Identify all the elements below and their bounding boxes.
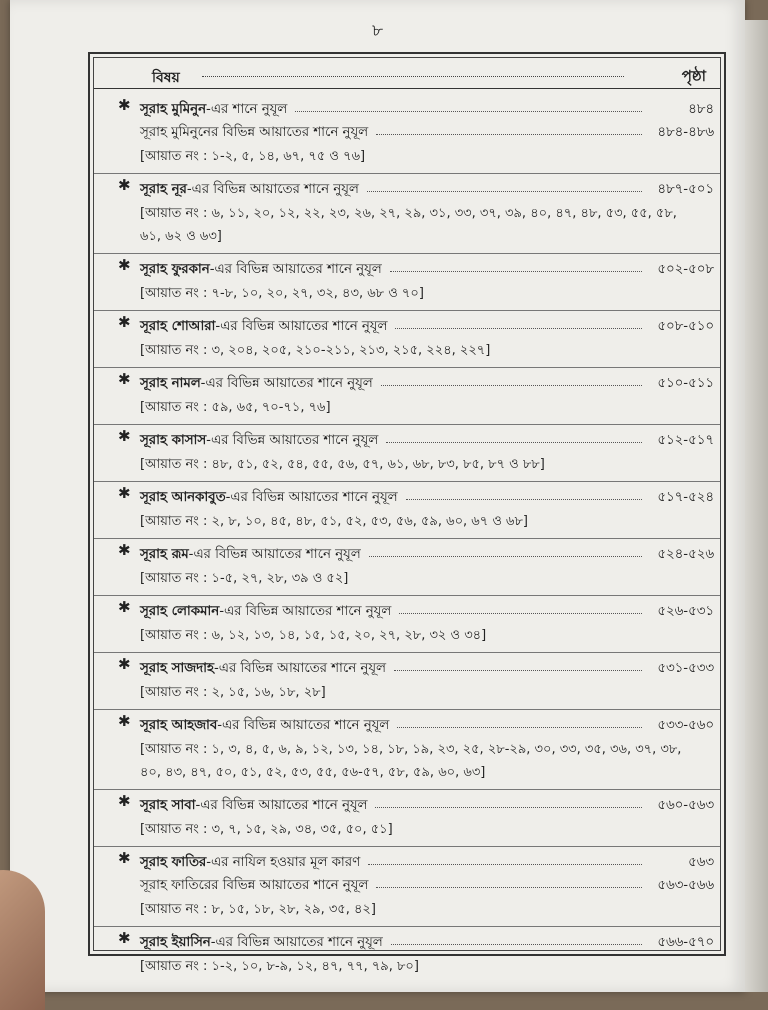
contents-entry [94, 174, 720, 254]
leader-dots [386, 442, 642, 443]
surah-name: সূরাহ আহজাব [140, 718, 218, 733]
entry-line [94, 370, 720, 393]
surah-name: সূরাহ নামল [140, 376, 201, 391]
entry-title-rest: সূরাহ ফাতিরের বিভিন্ন আয়াতের শানে নুযূল [140, 878, 369, 893]
ayah-numbers: [আয়াত নং : ৬, ১১, ২০, ১২, ২২, ২৩, ২৬, ২৭, ২৯, ৩১, ৩৩, ৩৭, ৩৯, ৪০, ৪৭, ৪৮, ৫৩, ৫৫, ৫৮, ৬১, ৬২ ও ৬৩] [140, 206, 677, 244]
asterisk-icon: ✱ [118, 370, 131, 388]
asterisk-icon: ✱ [118, 929, 131, 947]
entry-title-rest: -এর বিভিন্ন আয়াতের শানে নুযূল [219, 604, 392, 619]
entry-title [140, 316, 387, 338]
ayah-numbers: [আয়াত নং : ৩, ৭, ১৫, ২৯, ৩৪, ৩৫, ৫০, ৫১] [140, 822, 393, 837]
ayah-numbers: [আয়াত নং : ৬, ১২, ১৩, ১৪, ১৫, ১৫, ২০, ২৭, ২৮, ৩২ ও ৩৪] [140, 628, 487, 643]
book-page [10, 0, 745, 992]
entry-title-rest: -এর বিভিন্ন আয়াতের শানে নুযূল [200, 376, 373, 391]
entry-title [140, 487, 398, 509]
leader-dots [367, 191, 642, 192]
ayah-numbers: [আয়াত নং : ১-২, ৫, ১৪, ৬৭, ৭৫ ও ৭৬] [140, 149, 366, 164]
entry-line [94, 256, 720, 279]
asterisk-icon: ✱ [118, 598, 131, 616]
entry-title [140, 544, 361, 566]
contents-entry [94, 847, 720, 927]
surah-name: সূরাহ মুমিনুন [140, 102, 207, 117]
entry-title-rest: -এর বিভিন্ন আয়াতের শানে নুযূল [210, 935, 383, 950]
page-range: ৫৬৬-৫৭০ [657, 935, 714, 950]
entry-line [94, 427, 720, 450]
surah-name: সূরাহ আনকাবুত [140, 490, 226, 505]
surah-name: সূরাহ ফাতির [140, 855, 207, 870]
contents-entry [94, 710, 720, 790]
entry-title [140, 99, 287, 121]
ayah-numbers: [আয়াত নং : ৮, ১৫, ১৮, ২৮, ২৯, ৩৫, ৪২] [140, 902, 376, 917]
entry-title-rest: -এর শানে নুযূল [206, 102, 288, 117]
contents-entry [94, 653, 720, 710]
entry-title-rest: -এর বিভিন্ন আয়াতের শানে নুযূল [217, 718, 390, 733]
leader-dots [390, 271, 642, 272]
entry-title-rest: সূরাহ মুমিনুনের বিভিন্ন আয়াতের শানে নুযূল [140, 125, 369, 140]
ayah-numbers: [আয়াত নং : ১, ৩, ৪, ৫, ৬, ৯, ১২, ১৩, ১৪, ১৮, ১৯, ২৩, ২৫, ২৮-২৯, ৩০, ৩৩, ৩৫, ৩৬, ৩৭, ৩৮, ৪০, ৪৩, ৪৭, ৫০, ৫১, ৫২, ৫৩, ৫৫, ৫৬-৫৭, ৫৮, ৫৯, ৬০, ৬৩] [140, 742, 682, 780]
page-range: ৫৩১-৫৩৩ [657, 661, 714, 676]
contents-entry [94, 94, 720, 174]
page-range: ৫০২-৫০৮ [657, 262, 714, 277]
entry-title [140, 259, 382, 281]
entry-line [94, 655, 720, 678]
asterisk-icon: ✱ [118, 849, 131, 867]
entry-title [140, 601, 391, 623]
entry-title [140, 373, 373, 395]
entry-line [94, 96, 720, 119]
surah-name: সূরাহ শোআরা [140, 319, 216, 334]
entry-title-rest: -এর বিভিন্ন আয়াতের শানে নুযূল [225, 490, 398, 505]
entry-title-rest: -এর নাযিল হওয়ার মূল কারণ [206, 855, 361, 870]
page-range: ৪৮৪ [688, 102, 714, 117]
leader-dots [394, 670, 642, 671]
page-range: ৫২৪-৫২৬ [657, 547, 714, 562]
leader-dots [368, 864, 642, 865]
contents-frame [88, 52, 726, 974]
next-page-edge [745, 20, 768, 992]
subject-column-label: বিষয় [152, 70, 180, 86]
asterisk-icon: ✱ [118, 256, 131, 274]
entry-line [94, 792, 720, 815]
page-range: ৫৩৩-৫৬০ [657, 718, 714, 733]
contents-entry [94, 311, 720, 368]
asterisk-icon: ✱ [118, 427, 131, 445]
entry-title [140, 122, 368, 144]
page-column-label: পৃষ্ঠা [681, 67, 706, 85]
surah-name: সূরাহ ইয়াসিন [140, 935, 211, 950]
page-range: ৪৮৪-৪৮৬ [657, 125, 714, 140]
asterisk-icon: ✱ [118, 712, 131, 730]
entry-title [140, 852, 360, 874]
ayah-numbers: [আয়াত নং : ৭-৮, ১০, ২০, ২৭, ৩২, ৪৩, ৬৮ ও ৭০] [140, 286, 424, 301]
entry-line [94, 712, 720, 735]
entry-title-rest: -এর বিভিন্ন আয়াতের শানে নুযূল [188, 547, 361, 562]
surah-name: সূরাহ সাজদাহ [140, 661, 214, 676]
leader-dots [381, 385, 642, 386]
contents-list [94, 94, 720, 983]
page-range: ৫১০-৫১১ [657, 376, 714, 391]
page-range: ৫৬৩-৫৬৬ [657, 878, 714, 893]
asterisk-icon: ✱ [118, 176, 131, 194]
ayah-numbers: [আয়াত নং : ৩, ২০৪, ২০৫, ২১০-২১১, ২১৩, ২১৫, ২২৪, ২২৭] [140, 343, 491, 358]
contents-entry [94, 368, 720, 425]
page-number: ৮ [371, 21, 384, 41]
contents-entry [94, 539, 720, 596]
entry-title-rest: -এর বিভিন্ন আয়াতের শানে নুযূল [206, 433, 379, 448]
asterisk-icon: ✱ [118, 792, 131, 810]
entry-line [94, 176, 720, 199]
leader-dots [406, 499, 642, 500]
asterisk-icon: ✱ [118, 313, 131, 331]
ayah-numbers: [আয়াত নং : ১-২, ১০, ৮-৯, ১২, ৪৭, ৭৭, ৭৯, ৮০] [140, 959, 419, 974]
entry-title-rest: -এর বিভিন্ন আয়াতের শানে নুযূল [213, 661, 386, 676]
asterisk-icon: ✱ [118, 96, 131, 114]
ayah-numbers: [আয়াত নং : ২, ৮, ১০, ৪৫, ৪৮, ৫১, ৫২, ৫৩, ৫৬, ৫৯, ৬০, ৬৭ ও ৬৮] [140, 514, 528, 529]
contents-entry [94, 927, 720, 983]
header-leader-dots [202, 76, 624, 77]
entry-title-rest: -এর বিভিন্ন আয়াতের শানে নুযূল [209, 262, 382, 277]
leader-dots [395, 328, 642, 329]
entry-line [94, 598, 720, 621]
entry-line [94, 849, 720, 872]
entry-line [94, 484, 720, 507]
leader-dots [399, 613, 642, 614]
surah-name: সূরাহ রূম [140, 547, 189, 562]
leader-dots [391, 944, 642, 945]
entry-title [140, 430, 378, 452]
entry-line [94, 872, 720, 895]
leader-dots [369, 556, 642, 557]
page-range: ৫৬৩ [688, 855, 714, 870]
page-range: ৫২৬-৫৩১ [657, 604, 714, 619]
entry-line [94, 119, 720, 142]
contents-entry [94, 425, 720, 482]
contents-header [94, 58, 720, 89]
entry-title [140, 715, 389, 737]
contents-entry [94, 790, 720, 847]
contents-entry [94, 596, 720, 653]
entry-title [140, 932, 383, 954]
page-range: ৫০৮-৫১০ [657, 319, 714, 334]
surah-name: সূরাহ ফুরকান [140, 262, 210, 277]
page-range: ৪৮৭-৫০১ [657, 182, 714, 197]
contents-inner-frame [93, 57, 721, 974]
leader-dots [375, 807, 642, 808]
asterisk-icon: ✱ [118, 541, 131, 559]
entry-line [94, 313, 720, 336]
entry-title-rest: -এর বিভিন্ন আয়াতের শানে নুযূল [215, 319, 388, 334]
entry-title [140, 875, 368, 897]
entry-title [140, 795, 367, 817]
surah-name: সূরাহ কাসাস [140, 433, 207, 448]
page-range: ৫৬০-৫৬৩ [657, 798, 714, 813]
page-range: ৫১২-৫১৭ [657, 433, 714, 448]
entry-title-rest: -এর বিভিন্ন আয়াতের শানে নুযূল [186, 182, 359, 197]
entry-title-rest: -এর বিভিন্ন আয়াতের শানে নুযূল [195, 798, 368, 813]
entry-line [94, 929, 720, 952]
leader-dots [376, 887, 642, 888]
ayah-numbers: [আয়াত নং : ১-৫, ২৭, ২৮, ৩৯ ও ৫২] [140, 571, 349, 586]
entry-title [140, 179, 359, 201]
surah-name: সূরাহ নূর [140, 182, 187, 197]
contents-entry [94, 254, 720, 311]
leader-dots [397, 727, 642, 728]
surah-name: সূরাহ সাবা [140, 798, 196, 813]
asterisk-icon: ✱ [118, 655, 131, 673]
entry-line [94, 541, 720, 564]
contents-entry [94, 482, 720, 539]
holding-thumb [0, 870, 45, 1010]
leader-dots [295, 111, 642, 112]
ayah-numbers: [আয়াত নং : ৫৯, ৬৫, ৭০-৭১, ৭৬] [140, 400, 331, 415]
leader-dots [376, 134, 642, 135]
ayah-numbers: [আয়াত নং : ৪৮, ৫১, ৫২, ৫৪, ৫৫, ৫৬, ৫৭, ৬১, ৬৮, ৮৩, ৮৫, ৮৭ ও ৮৮] [140, 457, 545, 472]
surah-name: সূরাহ লোকমান [140, 604, 220, 619]
entry-title [140, 658, 386, 680]
asterisk-icon: ✱ [118, 484, 131, 502]
page-range: ৫১৭-৫২৪ [657, 490, 714, 505]
ayah-numbers: [আয়াত নং : ২, ১৫, ১৬, ১৮, ২৮] [140, 685, 326, 700]
